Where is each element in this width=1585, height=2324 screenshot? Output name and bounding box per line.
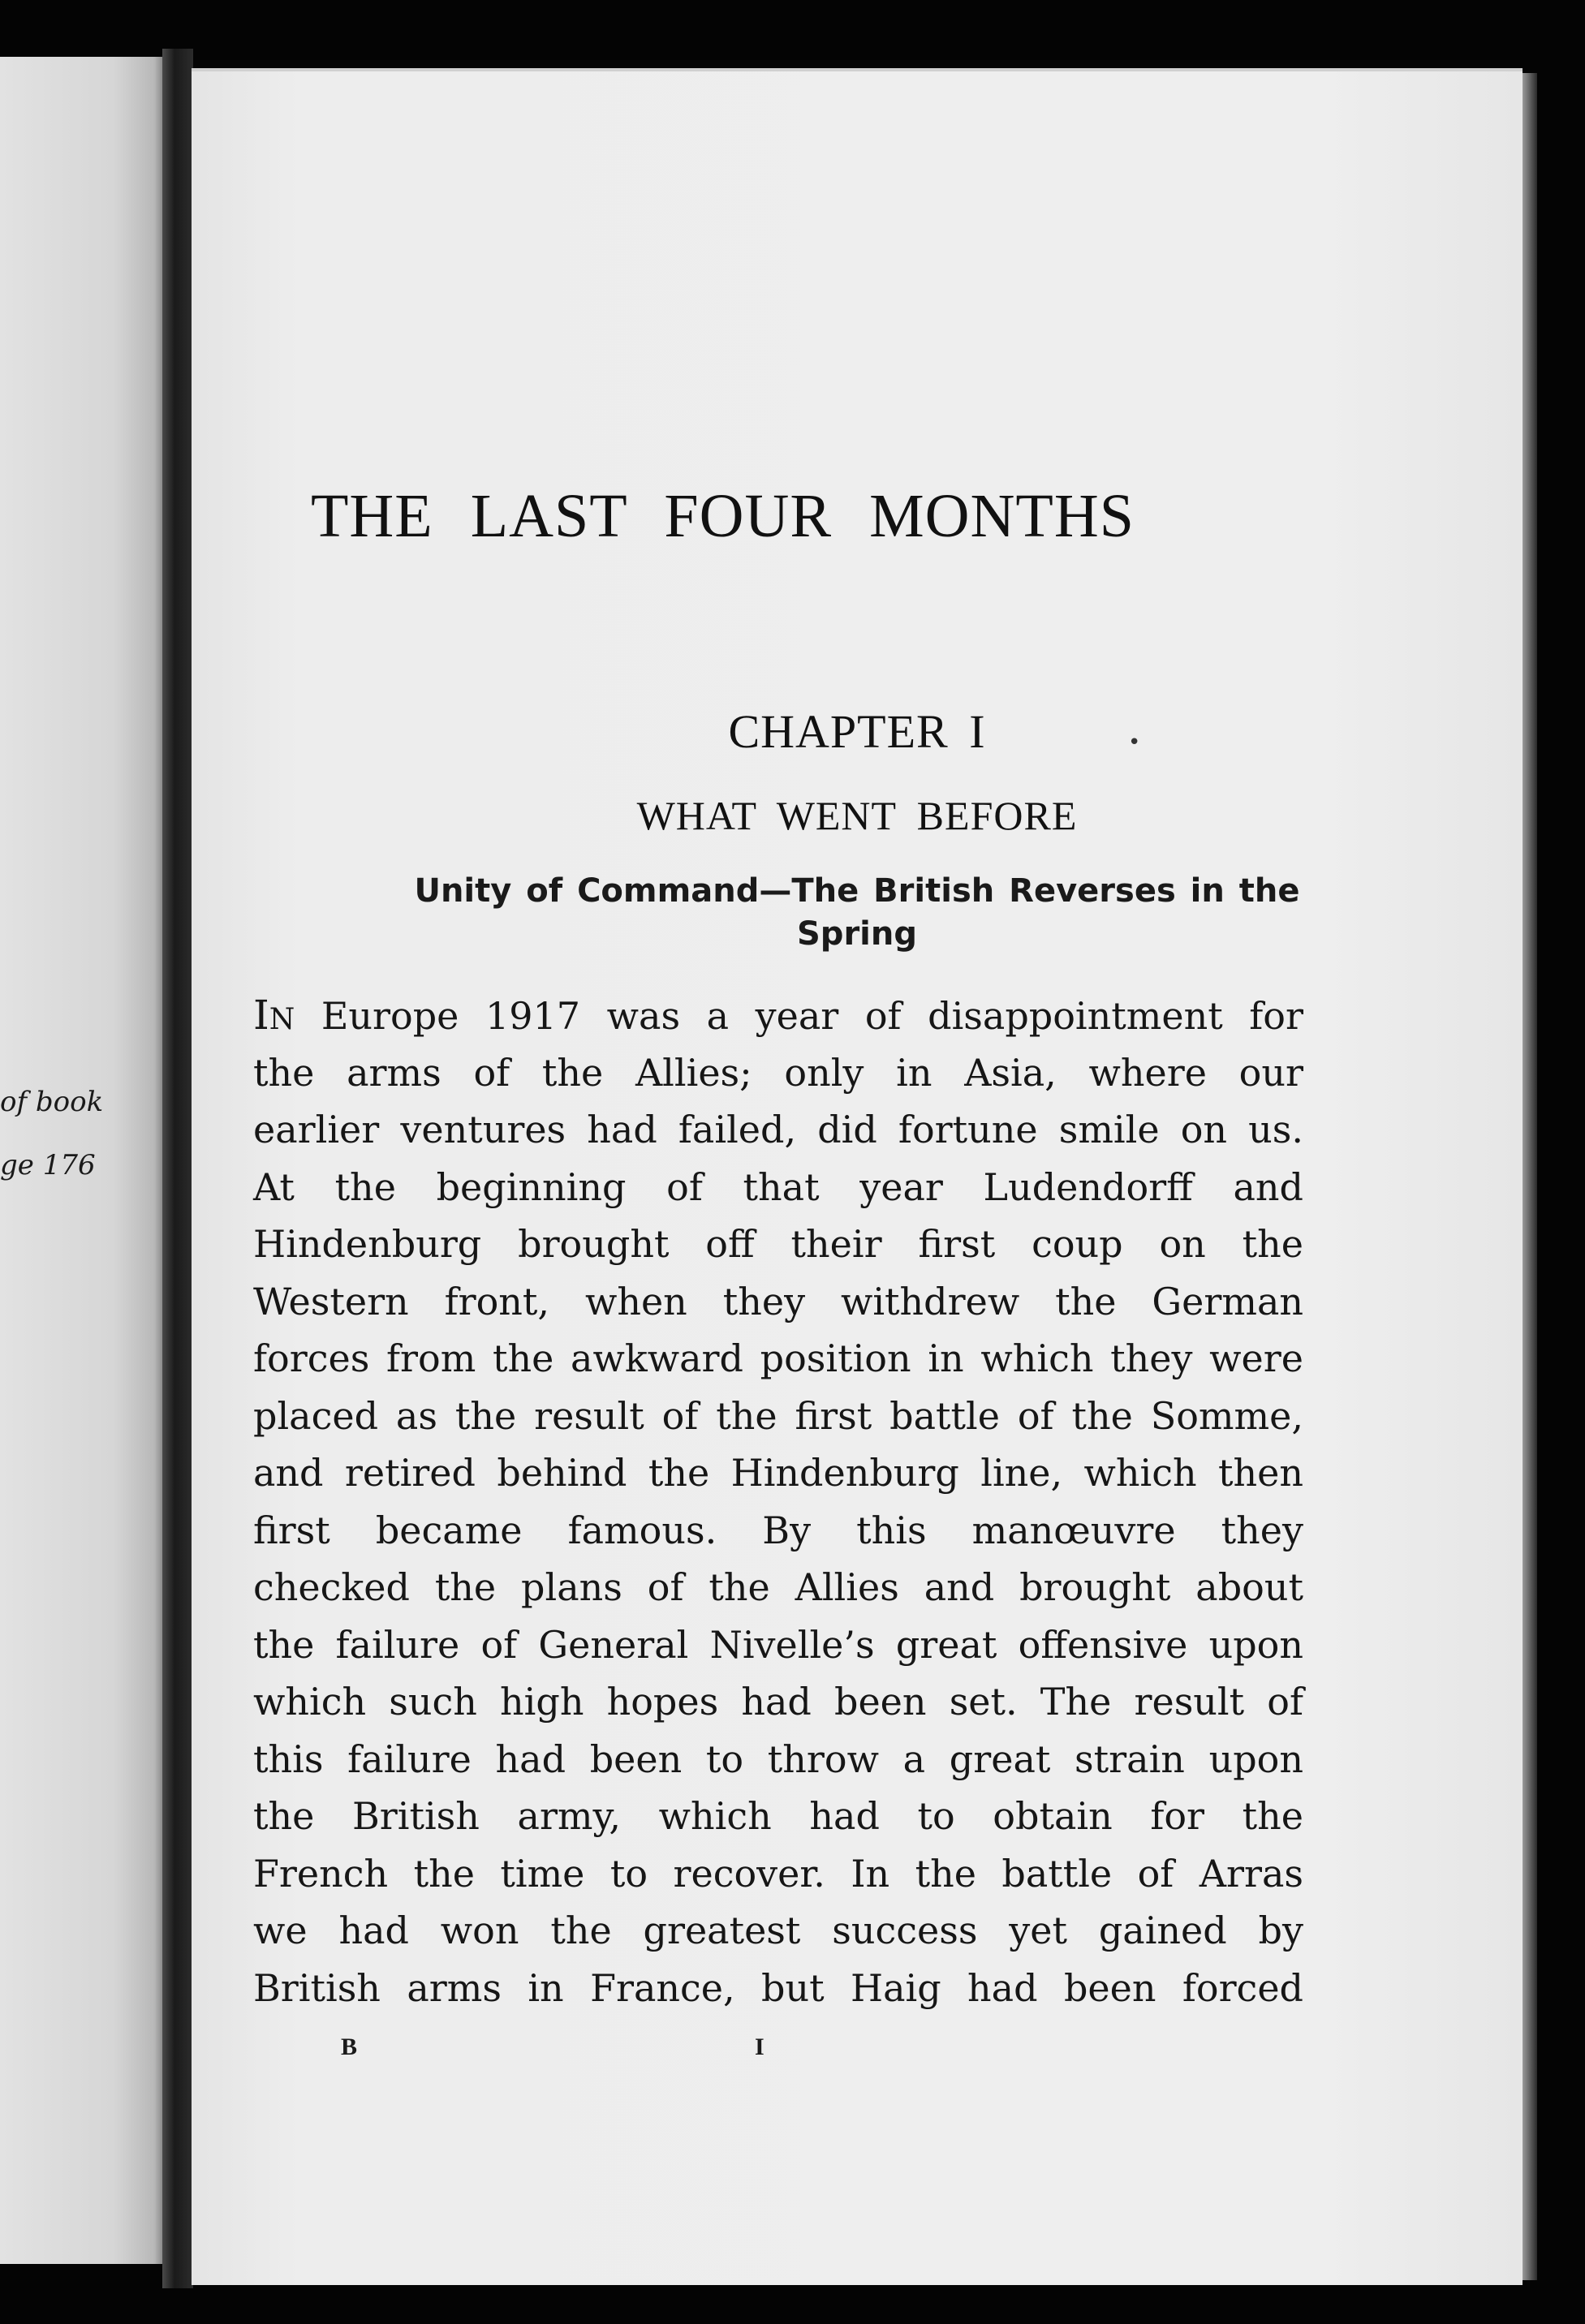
- page-edge-shadow: [1523, 73, 1537, 2280]
- paragraph-line: French the time to recover. In the battle of Arras: [253, 1851, 1303, 1896]
- drop-cap: I: [253, 992, 269, 1039]
- stray-ink-mark: •: [1128, 730, 1141, 755]
- paragraph-line: checked the plans of the Allies and brought about: [253, 1565, 1303, 1609]
- chapter-subtitle-line: Spring: [797, 915, 917, 953]
- paragraph-line: which such high hopes had been set. The result of: [253, 1680, 1303, 1724]
- signature-mark: B: [341, 2034, 358, 2060]
- paragraph-line: [253, 987, 1303, 1044]
- paragraph-line: and retired behind the Hindenburg line, which then: [253, 1451, 1303, 1495]
- left-facing-page: [0, 57, 162, 2264]
- page-number: I: [755, 2034, 765, 2060]
- paragraph-line: the failure of General Nivelle’s great offensive upon: [253, 1622, 1303, 1667]
- chapter-title: WHAT WENT BEFORE: [636, 793, 1078, 838]
- paragraph-line: earlier ventures had failed, did fortune smile on us.: [253, 1108, 1303, 1151]
- paragraph-line: Hindenburg brought off their first coup on the: [253, 1222, 1303, 1266]
- chapter-number: CHAPTER I: [728, 705, 986, 758]
- paragraph-line: first became famous. By this manœuvre they: [253, 1508, 1303, 1552]
- paragraph-line: the British army, which had to obtain for the: [253, 1794, 1303, 1838]
- paragraph-line: we had won the greatest success yet gained by: [253, 1909, 1303, 1952]
- left-margin-note: ge 176: [0, 1149, 96, 1181]
- paragraph-line: placed as the result of the first battle of the Somme,: [253, 1393, 1303, 1438]
- chapter-subtitle-line: Unity of Command—The British Reverses in the: [414, 872, 1300, 910]
- book-title: THE LAST FOUR MONTHS: [311, 482, 1135, 550]
- left-margin-note: of book: [0, 1086, 104, 1118]
- small-cap: N: [269, 1003, 295, 1036]
- paragraph-line: forces from the awkward position in which they were: [253, 1336, 1303, 1380]
- book-gutter: [162, 49, 193, 2288]
- book-page: [192, 68, 1523, 2285]
- chapter-subtitle: [297, 870, 1417, 956]
- paragraph-line: the arms of the Allies; only in Asia, where our: [253, 1050, 1303, 1095]
- paragraph-line: At the beginning of that year Ludendorff and: [253, 1164, 1303, 1209]
- body-paragraph: [253, 987, 1303, 2016]
- paragraph-line-text: Europe 1917 was a year of disappointment for: [295, 994, 1303, 1038]
- paragraph-line: Western front, when they withdrew the German: [253, 1279, 1303, 1323]
- paragraph-line: this failure had been to throw a great strain upon: [253, 1737, 1303, 1781]
- paragraph-line: British arms in France, but Haig had been forced: [253, 1965, 1303, 2010]
